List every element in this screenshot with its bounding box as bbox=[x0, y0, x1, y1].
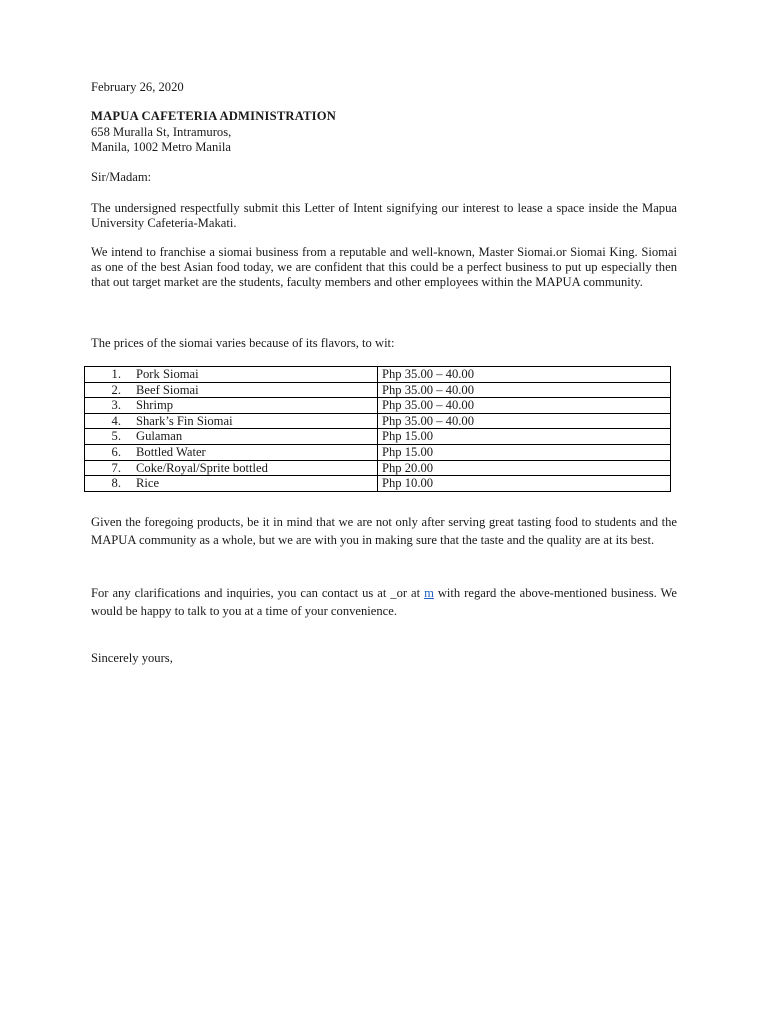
item-price: Php 35.00 – 40.00 bbox=[378, 382, 671, 398]
contact-text-before: For any clarifications and inquiries, you can contact us at _or at bbox=[91, 586, 425, 600]
table-row bbox=[85, 429, 671, 445]
item-price: Php 15.00 bbox=[378, 444, 671, 460]
contact-paragraph bbox=[91, 584, 677, 620]
item-name: Gulaman bbox=[136, 429, 183, 444]
letter-date: February 26, 2020 bbox=[91, 80, 184, 94]
item-name: Beef Siomai bbox=[136, 382, 199, 397]
item-number: 5. bbox=[111, 429, 121, 444]
table-row bbox=[85, 413, 671, 429]
item-name: Shark’s Fin Siomai bbox=[136, 413, 233, 428]
item-name: Rice bbox=[136, 476, 160, 491]
quality-paragraph: Given the foregoing products, be it in mind that we are not only after serving great tasting food to students and the MAPUA community as a whole, but we are with you in making sure that the taste and the quality are at its best. bbox=[91, 515, 677, 547]
item-price: Php 35.00 – 40.00 bbox=[378, 413, 671, 429]
item-name: Shrimp bbox=[136, 398, 174, 413]
recipient-name: MAPUA CAFETERIA ADMINISTRATION bbox=[91, 109, 337, 123]
recipient-address-line2: Manila, 1002 Metro Manila bbox=[91, 140, 231, 154]
item-price: Php 35.00 – 40.00 bbox=[378, 398, 671, 414]
item-price: Php 35.00 – 40.00 bbox=[378, 367, 671, 383]
item-number: 1. bbox=[111, 367, 121, 381]
table-row bbox=[85, 444, 671, 460]
contact-text-after: with regard the above-mentioned business. We would be happy to talk to you at a time of your convenience. bbox=[91, 586, 677, 618]
table-row bbox=[85, 476, 671, 492]
table-row bbox=[85, 398, 671, 414]
price-table bbox=[84, 366, 671, 492]
salutation: Sir/Madam: bbox=[91, 170, 152, 184]
intent-paragraph: The undersigned respectfully submit this Letter of Intent signifying our interest to lease a space inside the Mapua University Cafeteria-Makati. bbox=[91, 201, 677, 230]
item-name: Bottled Water bbox=[136, 444, 206, 459]
item-number: 3. bbox=[111, 398, 121, 413]
item-price: Php 15.00 bbox=[378, 429, 671, 445]
table-row bbox=[85, 382, 671, 398]
closing: Sincerely yours, bbox=[91, 651, 173, 665]
prices-intro: The prices of the siomai varies because of its flavors, to wit: bbox=[91, 336, 395, 350]
item-name: Pork Siomai bbox=[136, 367, 199, 381]
item-number: 8. bbox=[111, 476, 121, 491]
table-row bbox=[85, 367, 671, 383]
item-number: 7. bbox=[111, 460, 121, 475]
item-number: 2. bbox=[111, 382, 121, 397]
item-price: Php 20.00 bbox=[378, 460, 671, 476]
franchise-paragraph: We intend to franchise a siomai business from a reputable and well-known, Master Siomai.or Siomai King. Siomai as one of the best Asian food today, we are confident that this could be a perfect business to put up especially then that out target market are the students, faculty members and other employees within the MAPUA community. bbox=[91, 245, 677, 289]
item-number: 4. bbox=[111, 413, 121, 428]
contact-email-link[interactable]: m bbox=[424, 586, 434, 600]
item-price: Php 10.00 bbox=[378, 476, 671, 492]
table-row bbox=[85, 460, 671, 476]
recipient-address-line1: 658 Muralla St, Intramuros, bbox=[91, 125, 232, 139]
item-number: 6. bbox=[111, 444, 121, 459]
item-name: Coke/Royal/Sprite bottled bbox=[136, 460, 268, 475]
